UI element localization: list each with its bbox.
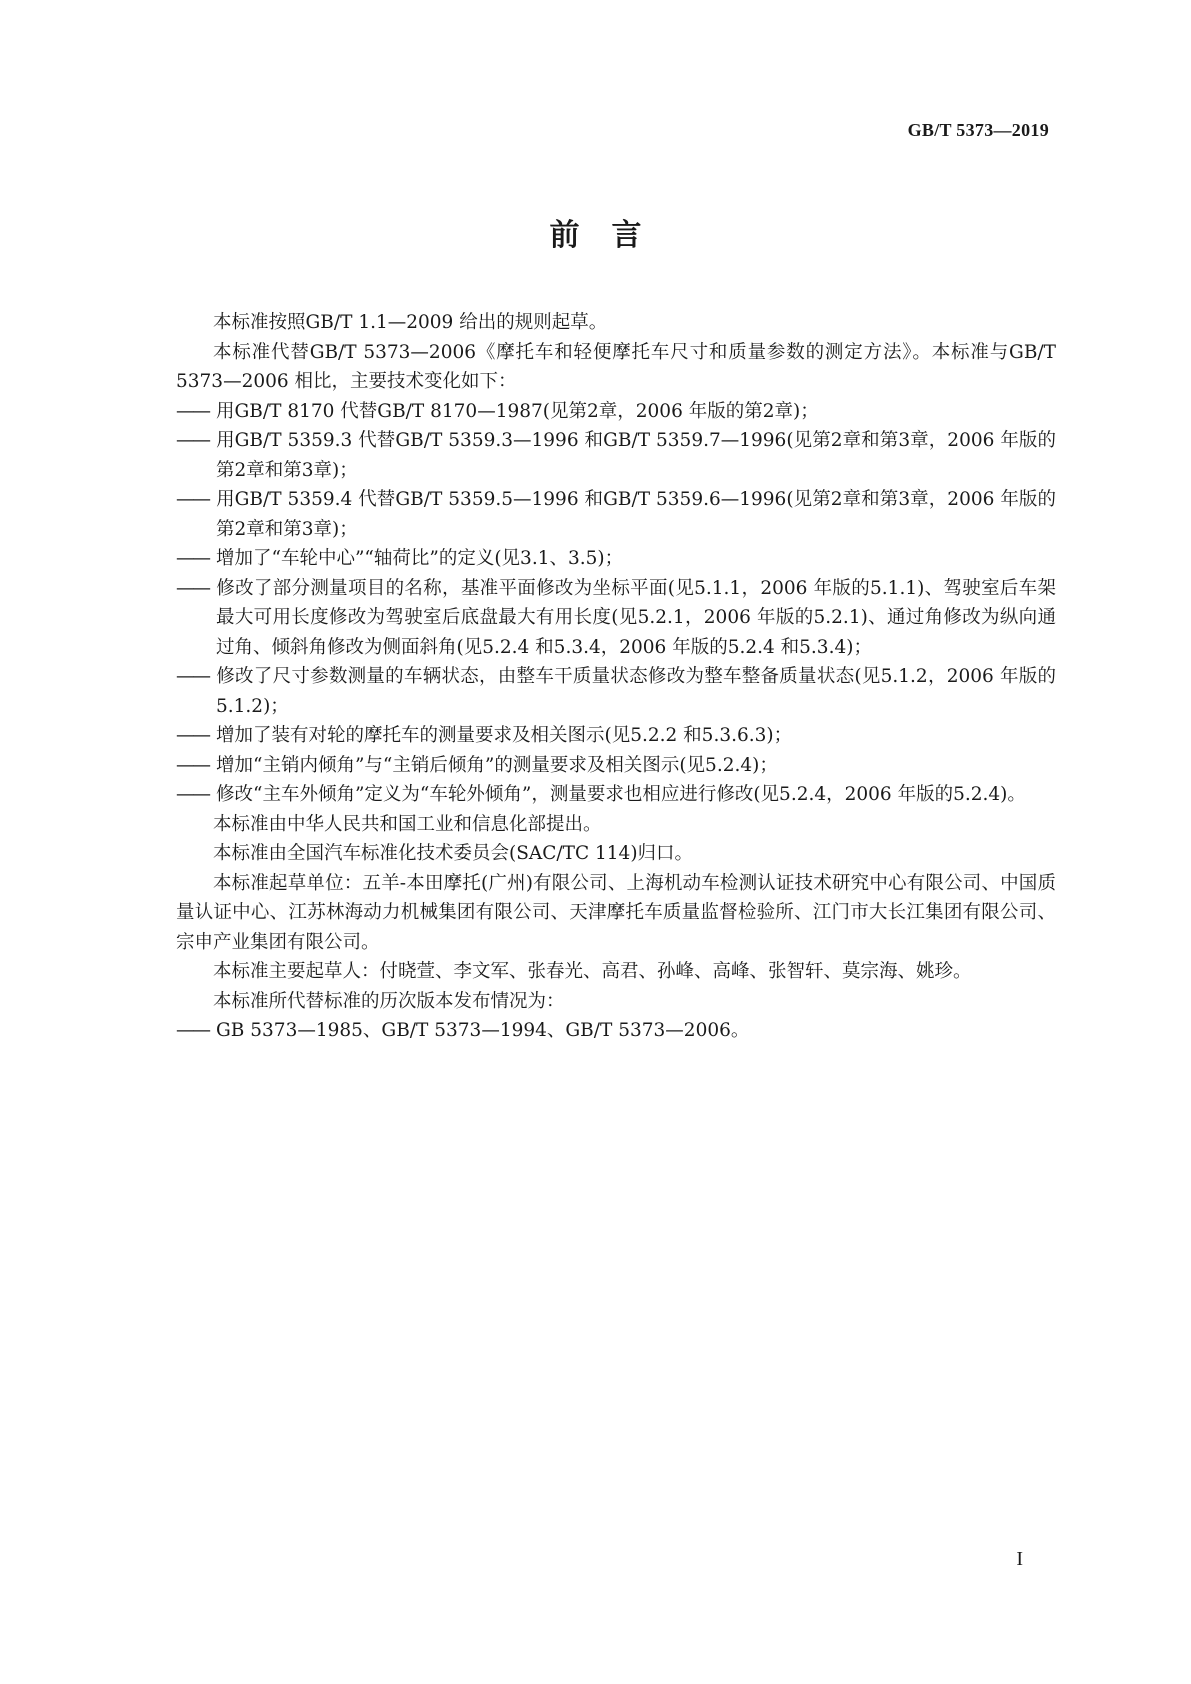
change-item: —— 增加了装有对轮的摩托车的测量要求及相关图示(见5.2.2 和5.3.6.3)； — [176, 721, 1056, 751]
change-item: —— 修改了部分测量项目的名称，基准平面修改为坐标平面(见5.1.1，2006 年版的5.1.1)、驾驶室后车架最大可用长度修改为驾驶室后底盘最大有用长度(见5.2.1，2006 年版的5.2.1)、通过角修改为纵向通过角、倾斜角修改为侧面斜角(见5.2.4 和5.3.4，2006 年版的5.2.4 和5.3.4)； — [176, 574, 1056, 663]
paragraph: 本标准主要起草人：付晓萱、李文军、张春光、高君、孙峰、高峰、张智轩、莫宗海、姚珍。 — [213, 961, 972, 982]
page-number: I — [1016, 1548, 1023, 1570]
foreword-body — [176, 308, 1056, 1046]
paragraph: 本标准由中华人民共和国工业和信息化部提出。 — [213, 813, 602, 835]
history-item: —— GB 5373—1985、GB/T 5373—1994、GB/T 5373—2006。 — [176, 1016, 1056, 1046]
change-item: —— 用GB/T 8170 代替GB/T 8170—1987(见第2章，2006 年版的第2章)； — [176, 397, 1056, 427]
paragraph: 本标准起草单位：五羊-本田摩托(广州)有限公司、上海机动车检测认证技术研究中心有限公司、中国质量认证中心、江苏林海动力机械集团有限公司、天津摩托车质量监督检验所、江门市大长江集团有限公司、宗申产业集团有限公司。 — [176, 872, 1056, 953]
change-item: —— 修改了尺寸参数测量的车辆状态，由整车干质量状态修改为整车整备质量状态(见5.1.2，2006 年版的5.1.2)； — [176, 662, 1056, 721]
change-item: —— 增加了“车轮中心”“轴荷比”的定义(见3.1、3.5)； — [176, 544, 1056, 574]
paragraph: 本标准所代替标准的历次版本发布情况为： — [213, 990, 565, 1012]
page-title: 前言 — [549, 218, 674, 253]
paragraph: 本标准代替GB/T 5373—2006《摩托车和轻便摩托车尺寸和质量参数的测定方法》。本标准与GB/T 5373—2006 相比，主要技术变化如下： — [176, 341, 1056, 392]
change-item: —— 用GB/T 5359.4 代替GB/T 5359.5—1996 和GB/T 5359.6—1996(见第2章和第3章，2006 年版的第2章和第3章)； — [176, 485, 1056, 544]
paragraph: 本标准由全国汽车标准化技术委员会(SAC/TC 114)归口。 — [213, 843, 694, 864]
paragraph: 本标准按照GB/T 1.1—2009 给出的规则起草。 — [213, 312, 608, 333]
change-item: —— 用GB/T 5359.3 代替GB/T 5359.3—1996 和GB/T 5359.7—1996(见第2章和第3章，2006 年版的第2章和第3章)； — [176, 426, 1056, 485]
change-item: —— 增加“主销内倾角”与“主销后倾角”的测量要求及相关图示(见5.2.4)； — [176, 751, 1056, 781]
change-item: —— 修改“主车外倾角”定义为“车轮外倾角”，测量要求也相应进行修改(见5.2.4，2006 年版的5.2.4)。 — [176, 780, 1056, 810]
standard-code: GB/T 5373—2019 — [907, 120, 1049, 140]
